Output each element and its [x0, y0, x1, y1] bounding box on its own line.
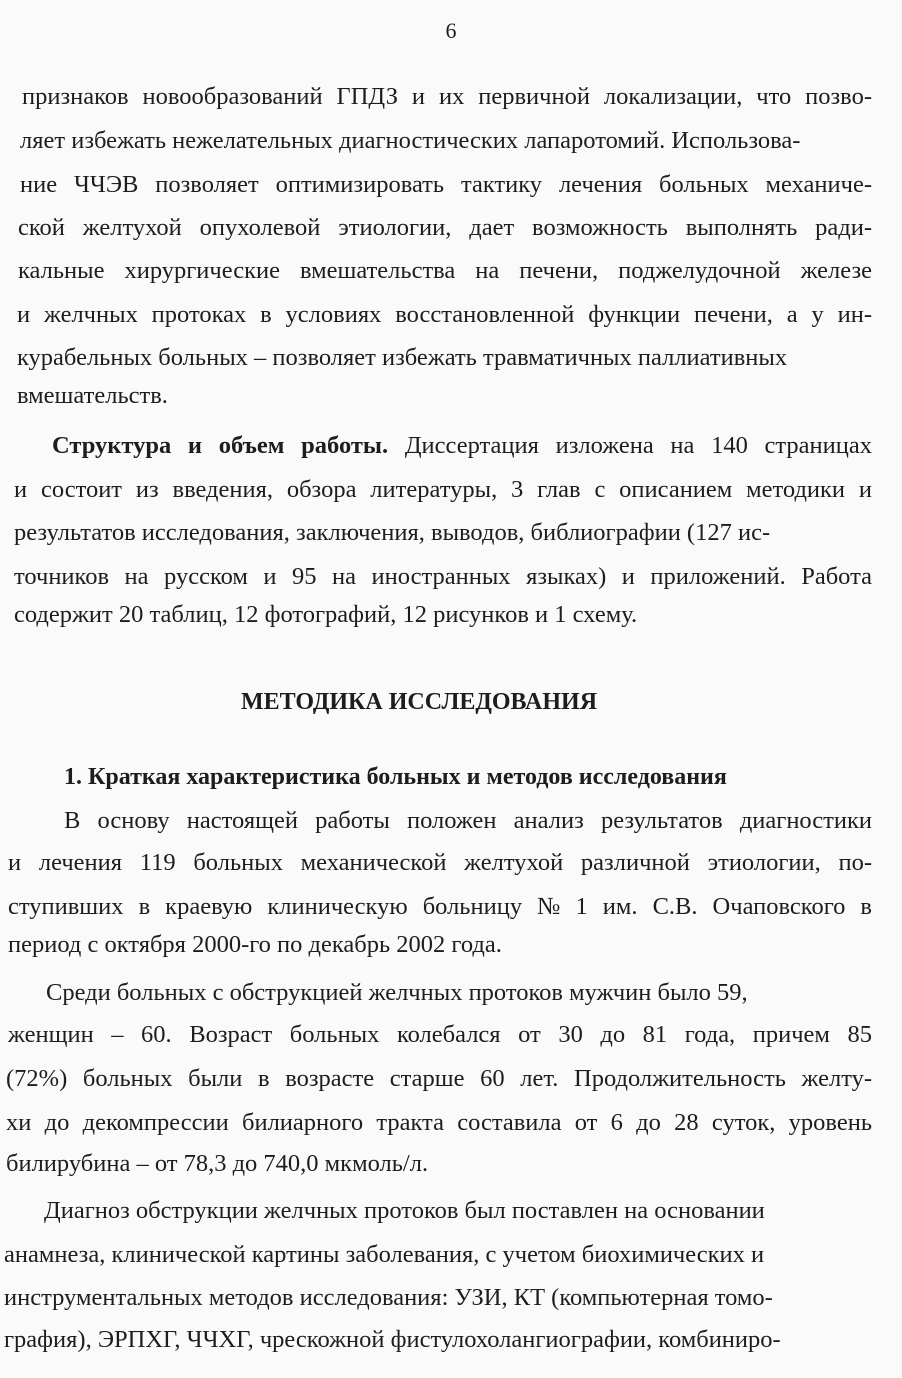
- text-line: анамнеза, клинической картины заболевания, с учетом биохимических и: [4, 1241, 765, 1268]
- text-line: ние ЧЧЭВ позволяет оптимизировать тактику лечения больных механиче-: [20, 171, 872, 198]
- text-line: В основу настоящей работы положен анализ результатов диагностики: [64, 807, 872, 834]
- text-line: курабельных больных – позволяет избежать травматичных паллиативных: [17, 344, 788, 371]
- document-page: 6 признаков новообразований ГПДЗ и их первичной локализации, что позво- ляет избежать нежелательных диагностических лапаротомий. Использова- ние ЧЧЭВ позволяет оптимизировать тактику лечения больных механиче- ской желтухой опухолевой этиологии, дает возможность выполнять ради- кальные хирургические вмешательства на печени, поджелудочной железе и желчных протоках в условиях восстановленной функции печени, а у ин- курабельных больных – позволяет избежать травматичных паллиативных вмешательств. Структура и объем работы. Диссертация изложена на 140 страницах и состоит из введения, обзора литературы, 3 глав с описанием методики и результатов исследования, заключения, выводов, библиографии (127 ис- точников на русском и 95 на иностранных языках) и приложений. Работа содержит 20 таблиц, 12 фотографий, 12 рисунков и 1 схему. МЕТОДИКА ИССЛЕДОВАНИЯ 1. Краткая характеристика больных и методов исследования В основу настоящей работы положен анализ результатов диагностики и лечения 119 больных механической желтухой различной этиологии, по- ступивших в краевую клиническую больницу № 1 им. С.В. Очаповского в период с октября 2000-го по декабрь 2002 года. Среди больных с обструкцией желчных протоков мужчин было 59, женщин – 60. Возраст больных колебался от 30 до 81 года, причем 85 (72%) больных были в возрасте старше 60 лет. Продолжительность желту- хи до декомпрессии билиарного тракта составила от 6 до 28 суток, уровень билирубина – от 78,3 до 740,0 мкмоль/л. Диагноз обструкции желчных протоков был поставлен на основании анамнеза, клинической картины заболевания, с учетом биохимических и инструментальных методов исследования: УЗИ, КТ (компьютерная томо- графия), ЭРПХГ, ЧЧХГ, чрескожной фистулохолангиографии, комбиниро-: [0, 0, 902, 1378]
- text-line: и состоит из введения, обзора литературы, 3 глав с описанием методики и: [14, 476, 872, 503]
- text-line: результатов исследования, заключения, выводов, библиографии (127 ис-: [14, 519, 771, 546]
- text-line: билирубина – от 78,3 до 740,0 мкмоль/л.: [6, 1150, 429, 1177]
- text-line: Диагноз обструкции желчных протоков был поставлен на основании: [44, 1197, 765, 1224]
- text-line: графия), ЭРПХГ, ЧЧХГ, чрескожной фистулохолангиографии, комбиниро-: [4, 1326, 781, 1353]
- text-line: точников на русском и 95 на иностранных языках) и приложений. Работа: [14, 563, 872, 590]
- text-line: женщин – 60. Возраст больных колебался от 30 до 81 года, причем 85: [8, 1021, 872, 1048]
- text-line: ской желтухой опухолевой этиологии, дает возможность выполнять ради-: [18, 214, 872, 241]
- text-line: признаков новообразований ГПДЗ и их первичной локализации, что позво-: [22, 83, 872, 110]
- text-line: хи до декомпрессии билиарного тракта составила от 6 до 28 суток, уровень: [6, 1109, 872, 1136]
- page-number: 6: [445, 18, 457, 43]
- text-line: содержит 20 таблиц, 12 фотографий, 12 рисунков и 1 схему.: [14, 601, 638, 628]
- text-line: вмешательств.: [17, 382, 168, 409]
- text-line: инструментальных методов исследования: УЗИ, КТ (компьютерная томо-: [4, 1284, 773, 1311]
- text-line: и желчных протоках в условиях восстановленной функции печени, а у ин-: [17, 301, 872, 328]
- text-line: кальные хирургические вмешательства на печени, поджелудочной железе: [18, 257, 872, 284]
- text-line: (72%) больных были в возрасте старше 60 лет. Продолжительность желту-: [6, 1065, 872, 1092]
- structure-lead: Структура и объем работы.: [52, 432, 389, 459]
- text-line: ступивших в краевую клиническую больницу № 1 им. С.В. Очаповского в: [8, 893, 872, 920]
- text-line: и лечения 119 больных механической желтухой различной этиологии, по-: [8, 849, 872, 876]
- text-line: Структура и объем работы. Диссертация изложена на 140 страницах: [52, 432, 872, 459]
- text-line: период с октября 2000-го по декабрь 2002 года.: [8, 931, 502, 958]
- text-line: ляет избежать нежелательных диагностических лапаротомий. Использова-: [20, 127, 801, 154]
- text-line: Среди больных с обструкцией желчных протоков мужчин было 59,: [46, 979, 748, 1006]
